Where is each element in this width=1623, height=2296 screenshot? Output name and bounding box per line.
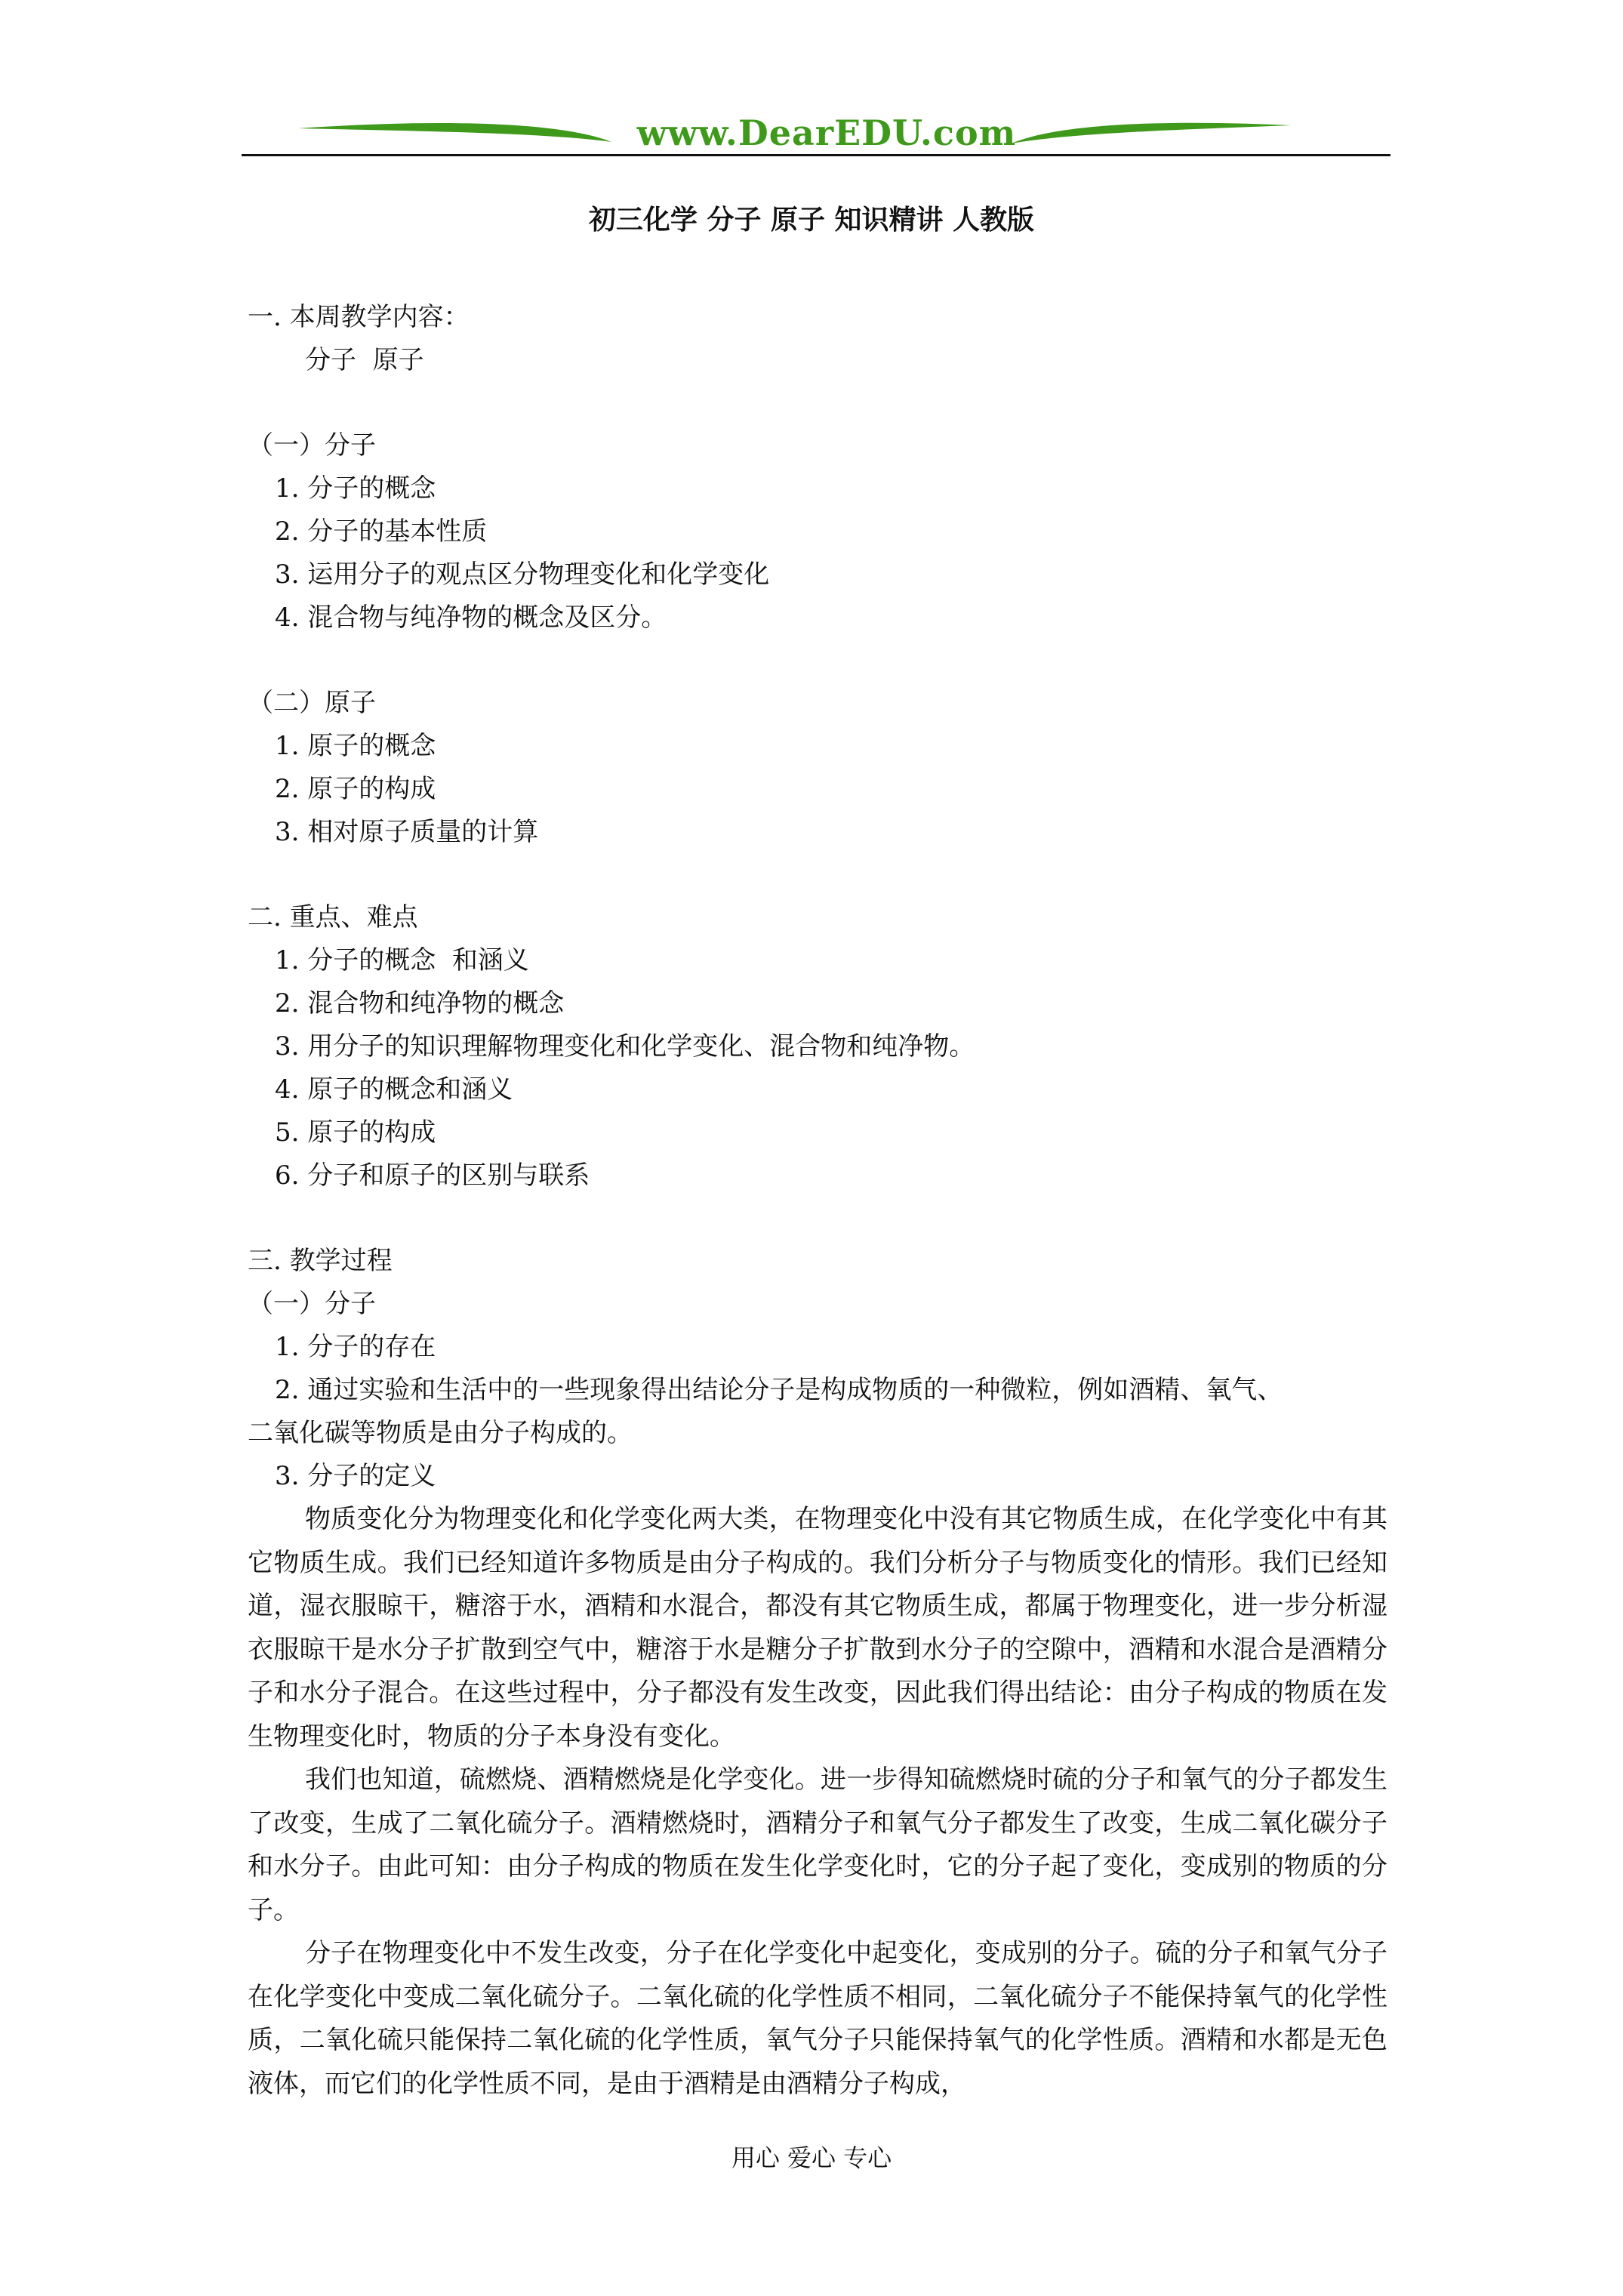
section-heading: 一. 本周教学内容： xyxy=(248,302,470,332)
list-item: 3. 分子的定义 xyxy=(275,1461,436,1491)
body-paragraph: 物质变化分为物理变化和化学变化两大类，在物理变化中没有其它物质生成，在化学变化中有其它物质生成。我们已经知道许多物质是由分子构成的。我们分析分子与物质变化的情形。我们已经知道，湿衣服晾干，糖溶于水，酒精和水混合，都没有其它物质生成，都属于物理变化，进一步分析湿衣服晾干是水分子扩散到空气中，糖溶于水是糖分子扩散到水分子的空隙中，酒精和水混合是酒精分子和水分子混合。在这些过程中，分子都没有发生改变，因此我们得出结论：由分子构成的物质在发生物理变化时，物质的分子本身没有变化。 xyxy=(248,1504,1387,1752)
list-item: 1. 分子的存在 xyxy=(275,1332,436,1362)
list-item: 3. 用分子的知识理解物理变化和化学变化、混合物和纯净物。 xyxy=(275,1031,975,1062)
section-heading: 二. 重点、难点 xyxy=(248,902,418,932)
list-item: 2. 原子的构成 xyxy=(275,774,436,804)
section-heading: 三. 教学过程 xyxy=(248,1246,393,1276)
list-item: 2. 混合物和纯净物的概念 xyxy=(275,988,565,1019)
document-title: 初三化学 分子 原子 知识精讲 人教版 xyxy=(588,204,1035,236)
list-item: 1. 原子的概念 xyxy=(275,731,436,761)
body-paragraph: 我们也知道，硫燃烧、酒精燃烧是化学变化。进一步得知硫燃烧时硫的分子和氧气的分子都发生了改变，生成了二氧化硫分子。酒精燃烧时，酒精分子和氧气分子都发生了改变，生成二氧化碳分子和水分子。由此可知：由分子构成的物质在发生化学变化时，它的分子起了变化，变成别的物质的分子。 xyxy=(248,1764,1387,1925)
list-item: 1. 分子的概念 xyxy=(275,473,436,504)
list-item: 1. 分子的概念 和涵义 xyxy=(275,945,529,975)
body-paragraph: 分子在物理变化中不发生改变，分子在化学变化中起变化，变成别的分子。硫的分子和氧气分子在化学变化中变成二氧化硫分子。二氧化硫的化学性质不相同，二氧化硫分子不能保持氧气的化学性质，二氧化硫只能保持二氧化硫的化学性质，氧气分子只能保持氧气的化学性质。酒精和水都是无色液体，而它们的化学性质不同，是由于酒精是由酒精分子构成， xyxy=(248,1938,1387,2099)
subsection-heading: （一）分子 xyxy=(248,1289,376,1319)
list-item: 4. 混合物与纯净物的概念及区分。 xyxy=(275,603,667,633)
list-item: 6. 分子和原子的区别与联系 xyxy=(275,1160,590,1191)
page-footer: 用心 爱心 专心 xyxy=(731,2143,892,2172)
document-body xyxy=(248,296,1387,2106)
list-item: 4. 原子的概念和涵义 xyxy=(275,1074,513,1105)
list-item: 2. 分子的基本性质 xyxy=(275,516,488,547)
list-item-continuation: 二氧化碳等物质是由分子构成的。 xyxy=(248,1418,633,1448)
list-item: 3. 运用分子的观点区分物理变化和化学变化 xyxy=(275,559,770,590)
header-rule xyxy=(242,154,1390,156)
section-topic: 分子 原子 xyxy=(305,345,424,375)
list-item: 2. 通过实验和生活中的一些现象得出结论分子是构成物质的一种微粒，例如酒精、氧气、 xyxy=(275,1375,1283,1405)
list-item: 3. 相对原子质量的计算 xyxy=(275,817,539,847)
subsection-heading: （二）原子 xyxy=(248,688,376,718)
site-logo-text: www.DearEDU.com xyxy=(636,112,1017,153)
subsection-heading: （一）分子 xyxy=(248,430,376,461)
list-item: 5. 原子的构成 xyxy=(275,1117,436,1148)
